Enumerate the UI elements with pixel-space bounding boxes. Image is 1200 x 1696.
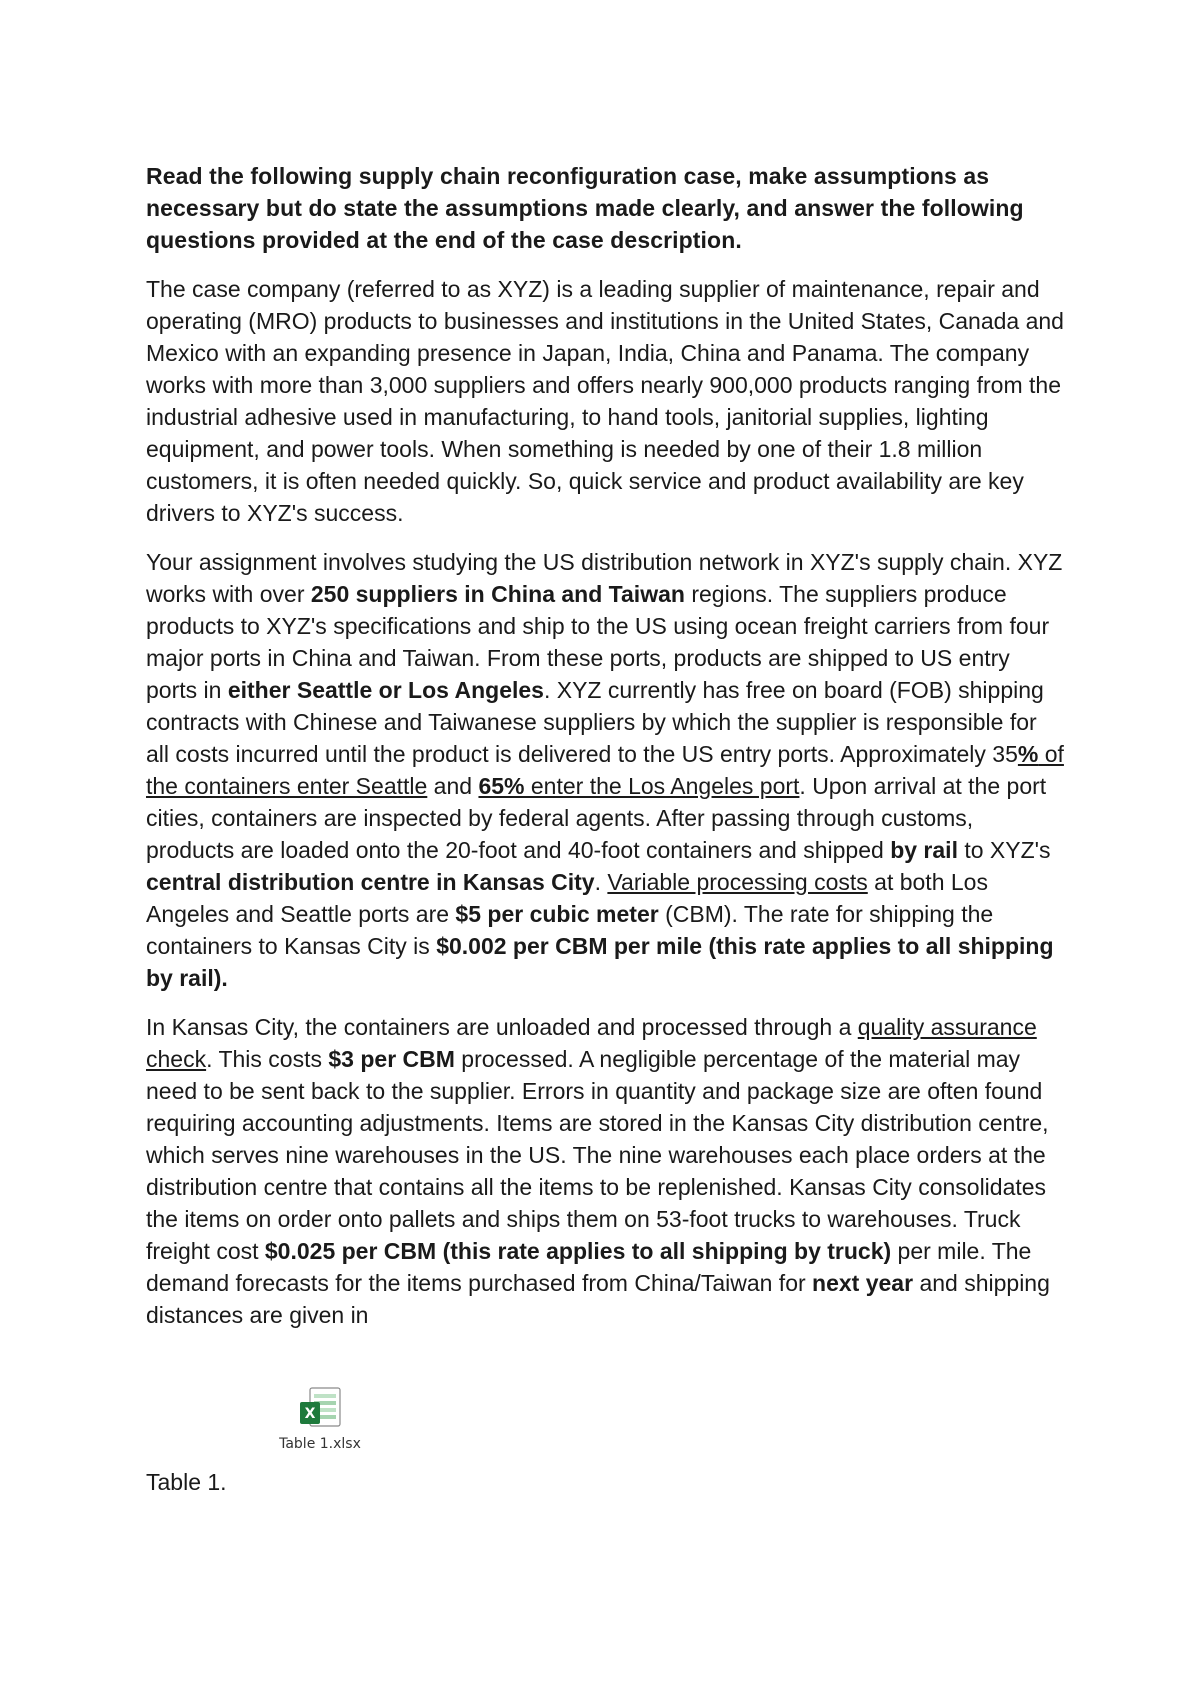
instructions-paragraph: Read the following supply chain reconfiguration case, make assumptions as necessary but do state the assumptions made clearly, and answer the following questions provided at the end of the case description. [146,163,1024,253]
bold-run: 250 suppliers in China and Taiwan [310,581,685,607]
bold-run: % [1017,741,1039,767]
svg-text:X: X [304,1406,316,1422]
text-run: per mile. The demand forecasts for the items purchased from China/Taiwan for [146,1238,1032,1296]
text-run: enter the Los Angeles port [524,773,800,799]
text-run: (CBM). The rate for shipping the containers to Kansas City is [146,901,994,959]
bold-run: $3 per CBM [328,1046,455,1072]
text-run: . This costs [206,1046,329,1072]
text-run: and shipping distances are given in [146,1270,1050,1328]
distribution-network-paragraph [146,546,1066,994]
text-run: to XYZ's [957,837,1051,863]
underlined-run [478,773,799,799]
document-body [146,160,1066,1348]
text-run: . XYZ currently has free on board (FOB) shipping contracts with Chinese and Taiwanese suppliers by which the supplier is responsible for all costs incurred until the product is delivered to the US entry ports. Approximately 35 [146,677,1044,767]
text-run: at both Los Angeles and Seattle ports are [146,869,988,927]
attachment-filename: Table 1.xlsx [279,1436,361,1452]
bold-run: central distribution centre in Kansas City [146,869,595,895]
text-run: Your assignment involves studying the US distribution network in XYZ's supply chain. XYZ works with over [146,549,1063,607]
bold-run: next year [812,1270,914,1296]
bold-run: 65% [478,773,525,799]
table-caption: Table 1. [146,1469,227,1495]
company-overview-paragraph: The case company (referred to as XYZ) is a leading supplier of maintenance, repair and operating (MRO) products to businesses and institutions in the United States, Canada and Mexico with an expanding presence in Japan, India, China and Panama. The company works with more than 3,000 suppliers and offers nearly 900,000 products ranging from the industrial adhesive used in manufacturing, to hand tools, janitorial supplies, lighting equipment, and power tools. When something is needed by one of their 1.8 million customers, it is often needed quickly. So, quick service and product availability are key drivers to XYZ's success. [146,276,1064,526]
kansas-city-paragraph [146,1011,1066,1331]
bold-run: either Seattle or Los Angeles [227,677,544,703]
text-run: and [427,773,479,799]
text-run: of the containers enter Seattle [146,741,1064,799]
excel-file-icon [296,1386,344,1430]
bold-run: by rail [890,837,958,863]
underlined-run: Variable processing costs [607,869,868,895]
text-run: . Upon arrival at the port cities, containers are inspected by federal agents. After passing through customs, products are loaded onto the 20-foot and 40-foot containers and shipped [146,773,1047,863]
text-run: . [594,869,608,895]
text-run: In Kansas City, the containers are unloaded and processed through a [146,1014,858,1040]
text-run: processed. A negligible percentage of the material may need to be sent back to the supplier. Errors in quantity and package size are often found requiring accounting adjustments. Items are stored in the Kansas City distribution centre, which serves nine warehouses in the US. The nine warehouses each place orders at the distribution centre that contains all the items to be replenished. Kansas City consolidates the items on order onto pallets and ships them on 53-foot trucks to warehouses. Truck freight cost [146,1046,1049,1264]
underlined-run: quality assurance check [146,1014,1037,1072]
xlsx-attachment[interactable] [270,1386,370,1452]
text-run: regions. The suppliers produce products to XYZ's specifications and ship to the US using ocean freight carriers from four major ports in China and Taiwan. From these ports, products are shipped to US entry ports in [146,581,1050,703]
bold-run: $0.002 per CBM per mile (this rate applies to all shipping by rail). [146,933,1054,991]
bold-run: $0.025 per CBM (this rate applies to all shipping by truck) [264,1238,892,1264]
bold-run: $5 per cubic meter [455,901,659,927]
